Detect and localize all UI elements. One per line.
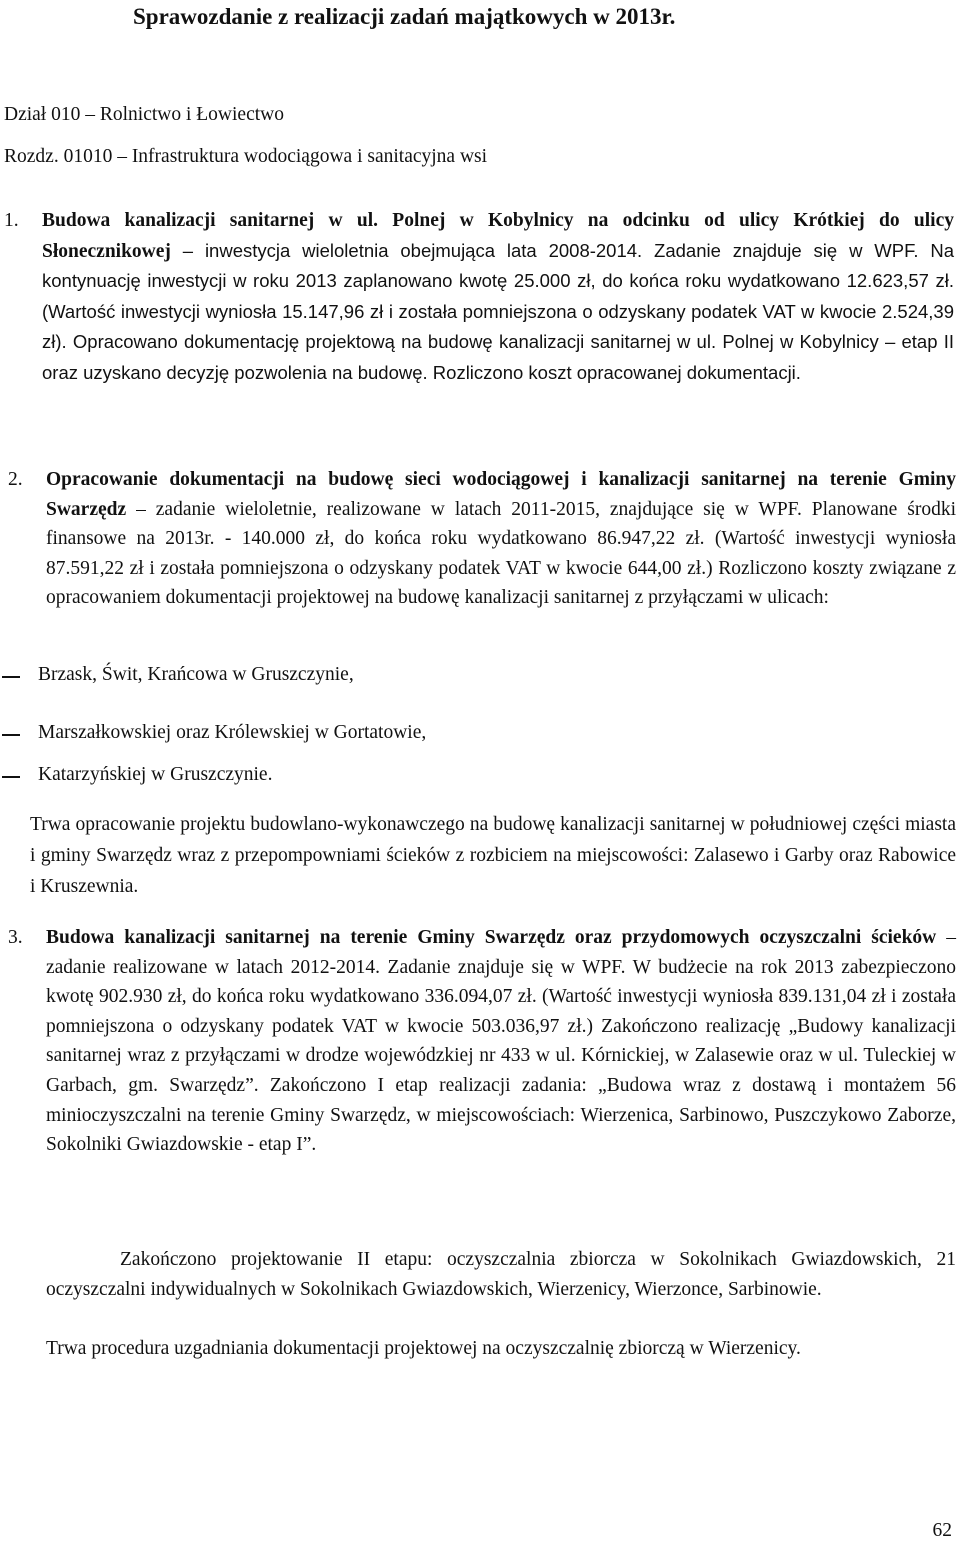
page-title: Sprawozdanie z realizacji zadań majątkowych w 2013r.	[133, 4, 676, 29]
list-item-2	[8, 465, 956, 613]
list-item-3	[8, 923, 957, 1160]
page-number: 62	[932, 1520, 952, 1541]
item-bold-title: Budowa kanalizacji sanitarnej w ul. Polnej w Kobylnicy na odcinku od ulicy Krótkiej do ulicy Słonecznikowej	[42, 210, 954, 262]
item-body: – zadanie realizowane w latach 2012-2014. Zadanie znajduje się w WPF. W budżecie na rok 2013 zabezpieczono kwotę 902.930 zł, do końca roku wydatkowano 336.094,07 zł. (Wartość inwestycji wyniosła 839.131,04 zł i została pomniejszona o odzyskany podatek VAT w kwocie 503.036,97 zł.) Zakończono realizację „Budowy kanalizacji sanitarnej wraz z przyłączami w drodze wojewódzkiej nr 433 w ul. Kórnickiej, w Zalasewie oraz w ul. Tuleckiej w Garbach, gm. Swarzędz”. Zakończono I etap realizacji zadania: „Budowa wraz z dostawą i montażem 56 minioczyszczalni na terenie Gminy Swarzędz, w miejscowościach: Wierzenica, Sarbinowo, Puszczykowo Zaborze, Sokolniki Gwiazdowskie - etap I”.	[46, 927, 957, 1156]
dash-icon	[2, 734, 20, 736]
item-bold-title: Opracowanie dokumentacji na budowę sieci wodociągowej i kanalizacji sanitarnej na terenie Gminy Swarzędz	[46, 469, 956, 520]
item-number: 1.	[4, 210, 19, 231]
item-body: – inwestycja wieloletnia obejmująca lata 2008-2014. Zadanie znajduje się w WPF. Na kontynuację inwestycji w roku 2013 zaplanowano kwotę 25.000 zł, do końca roku wydatkowano 12.623,57 zł. (Wartość inwestycji wyniosła 15.147,96 zł i została pomniejszona o odzyskany podatek VAT w kwocie 2.524,39 zł). Opracowano dokumentację projektową na budowę kanalizacji sanitarnej w ul. Polnej w Kobylnicy – etap II oraz uzyskano decyzję pozwolenia na budowę. Rozliczono koszt opracowanej dokumentacji.	[42, 239, 954, 383]
item-paragraph	[46, 923, 956, 1160]
section-heading-rozdzial: Rozdz. 01010 – Infrastruktura wodociągowa i sanitacyjna wsi	[4, 146, 488, 167]
paragraph-approval-procedure: Trwa procedura uzgadniania dokumentacji projektowej na oczyszczalnię zbiorczą w Wierzenicy.	[46, 1338, 801, 1359]
item-number: 2.	[8, 469, 23, 490]
document-page: Sprawozdanie z realizacji zadań majątkowych w 2013r. Dział 010 – Rolnictwo i Łowiectwo Rozdz. 01010 – Infrastruktura wodociągowa i sanitacyjna wsi 1. Budowa kanalizacji sanitarnej w ul. Polnej w Kobylnicy na odcinku od ulicy Krótkiej do ulicy Słonecznikowej – inwestycja wieloletnia obejmująca lata 2008-2014. Zadanie znajduje się w WPF. Na kontynuację inwestycji w roku 2013 zaplanowano kwotę 25.000 zł, do końca roku wydatkowano 12.623,57 zł. (Wartość inwestycji wyniosła 15.147,96 zł i została pomniejszona o odzyskany podatek VAT w kwocie 2.524,39 zł). Opracowano dokumentację projektową na budowę kanalizacji sanitarnej w ul. Polnej w Kobylnicy – etap II oraz uzyskano decyzję pozwolenia na budowę. Rozliczono koszt opracowanej dokumentacji. 2. Opracowanie dokumentacji na budowę sieci wodociągowej i kanalizacji sanitarnej na terenie Gminy Swarzędz – zadanie wieloletnie, realizowane w latach 2011-2015, znajdujące się w WPF. Planowane środki finansowe na 2013r. - 140.000 zł, do końca roku wydatkowano 86.947,22 zł. (Wartość inwestycji wyniosła 87.591,22 zł i została pomniejszona o odzyskany podatek VAT w kwocie 644,00 zł.) Rozliczono koszty związane z opracowaniem dokumentacji projektowej na budowę kanalizacji sanitarnej z przyłączami w ulicach: Brzask, Świt, Krańcowa w Gruszczynie, Marszałkowskiej oraz Królewskiej w Gortatowie, Katarzyńskiej w Gruszczynie. Trwa opracowanie projektu budowlano-wykonawczego na budowę kanalizacji sanitarnej w południowej części miasta i gminy Swarzędz wraz z przepompowniami ścieków z rozbiciem na miejscowości: Zalasewo i Garby oraz Rabowice i Kruszewnia. 3. Budowa kanalizacji sanitarnej na terenie Gminy Swarzędz oraz przydomowych oczyszczalni ścieków – zadanie realizowane w latach 2012-2014. Zadanie znajduje się w WPF. W budżecie na rok 2013 zabezpieczono kwotę 902.930 zł, do końca roku wydatkowano 336.094,07 zł. (Wartość inwestycji wyniosła 839.131,04 zł i została pomniejszona o odzyskany podatek VAT w kwocie 503.036,97 zł.) Zakończono realizację „Budowy kanalizacji sanitarnej wraz z przyłączami w drodze wojewódzkiej nr 433 w ul. Kórnickiej, w Zalasewie oraz w ul. Tuleckiej w Garbach, gm. Swarzędz”. Zakończono I etap realizacji zadania: „Budowa wraz z dostawą i montażem 56 minioczyszczalni na terenie Gminy Swarzędz, w miejscowościach: Wierzenica, Sarbinowo, Puszczykowo Zaborze, Sokolniki Gwiazdowskie - etap I”. Zakończono projektowanie II etapu: oczyszczalnia zbiorcza w Sokolnikach Gwiazdowskich, 21 oczyszczalni indywidualnych w Sokolnikach Gwiazdowskich, Wierzenicy, Wierzonce, Sarbinowie. Trwa procedura uzgadniania dokumentacji projektowej na oczyszczalnię zbiorczą w Wierzenicy. 62	[4, 4, 957, 1541]
paragraph-design-in-progress: Trwa opracowanie projektu budowlano-wykonawczego na budowę kanalizacji sanitarnej w południowej części miasta i gminy Swarzędz wraz z przepompowniami ścieków z rozbiciem na miejscowości: Zalasewo i Garby oraz Rabowice i Kruszewnia.	[30, 814, 956, 897]
paragraph-stage-two: Zakończono projektowanie II etapu: oczyszczalnia zbiorcza w Sokolnikach Gwiazdowskich, 21 oczyszczalni indywidualnych w Sokolnikach Gwiazdowskich, Wierzenicy, Wierzonce, Sarbinowie.	[46, 1249, 956, 1300]
section-heading-dzial: Dział 010 – Rolnictwo i Łowiectwo	[4, 104, 284, 125]
item-bold-title: Budowa kanalizacji sanitarnej na terenie Gminy Swarzędz oraz przydomowych oczyszczalni ścieków	[46, 927, 937, 948]
dash-icon	[2, 676, 20, 678]
list-item-1	[4, 206, 954, 389]
item-number: 3.	[8, 927, 23, 948]
dash-icon	[2, 776, 20, 778]
item-paragraph	[42, 206, 954, 389]
item-body: – zadanie wieloletnie, realizowane w latach 2011-2015, znajdujące się w WPF. Planowane środki finansowe na 2013r. - 140.000 zł, do końca roku wydatkowano 86.947,22 zł. (Wartość inwestycji wyniosła 87.591,22 zł i została pomniejszona o odzyskany podatek VAT w kwocie 644,00 zł.) Rozliczono koszty związane z opracowaniem dokumentacji projektowej na budowę kanalizacji sanitarnej z przyłączami w ulicach:	[46, 498, 956, 609]
item-paragraph	[46, 465, 956, 613]
